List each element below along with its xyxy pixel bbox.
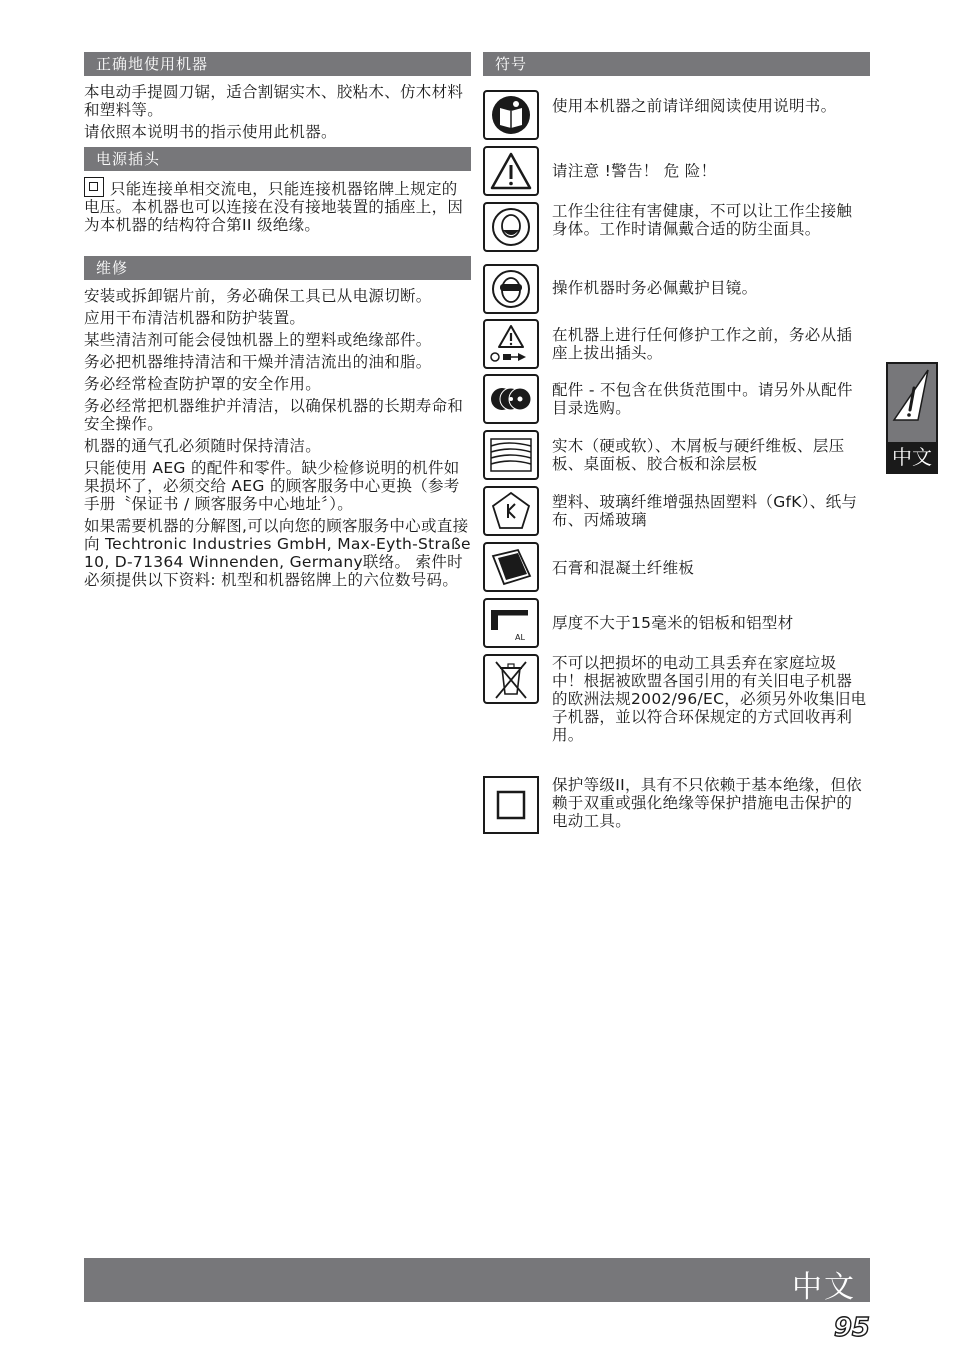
section-heading-maintenance: 维修 xyxy=(84,256,471,280)
symbol-text: 塑料、玻璃纤维增强热固塑料（GfK）、纸与布、丙烯玻璃 xyxy=(552,493,858,529)
symbol-text: 不可以把损坏的电动工具丢弃在家庭垃圾中！根据被欧盟各国引用的有关旧电子机器的欧洲法规2002/96/EC，必须另外收集旧电子机器，並以符合环保规定的方式回收再利用。 xyxy=(552,654,867,744)
footer-bar xyxy=(84,1258,870,1305)
unplug-warning-icon xyxy=(483,319,539,369)
language-side-tab xyxy=(886,362,938,474)
paragraph: 如果需要机器的分解图,可以向您的顾客服务中心或直接向 Techtronic Industries GmbH, Max-Eyth-Straße 10, D-71364 Winnenden, Germany联络。 索件时必须提供以下资料: 机型和机器铭牌上的六位数号码。 xyxy=(84,517,471,589)
aluminium-icon xyxy=(483,598,539,648)
left-column xyxy=(84,52,471,593)
paragraph: 某些清洁剂可能会侵蚀机器上的塑料或绝缘部件。 xyxy=(84,331,432,349)
dust-mask-icon xyxy=(483,202,539,252)
paragraph: 应用干布清洁机器和防护装置。 xyxy=(84,309,306,327)
class-ii-inline-icon xyxy=(84,177,104,197)
paragraph: 务必经常检查防护罩的安全作用。 xyxy=(84,375,322,393)
paragraph: 务必经常把机器维护并清洁，以确保机器的长期寿命和安全操作。 xyxy=(84,397,464,433)
paragraph: 务必把机器维持清洁和干燥并清洁流出的油和脂。 xyxy=(84,353,432,371)
section-heading-mains-connection: 电源插头 xyxy=(84,147,471,171)
symbol-text: 使用本机器之前请详细阅读使用说明书。 xyxy=(552,97,837,115)
symbol-text: 厚度不大于15毫米的铝板和铝型材 xyxy=(552,614,794,632)
right-column xyxy=(483,52,870,830)
symbol-text: 请注意 !警告！ 危 险！ xyxy=(552,162,717,180)
read-manual-icon xyxy=(483,90,539,140)
paragraph: 请依照本说明书的指示使用此机器。 xyxy=(84,123,337,141)
footer-language: 中文 xyxy=(792,1270,856,1305)
mains-paragraph xyxy=(84,177,471,234)
paragraph: 本电动手提圆刀锯，适合割锯实木、胶粘木、仿木材料和塑料等。 xyxy=(84,83,464,119)
paragraph: 只能使用 AEG 的配件和零件。缺少检修说明的机件如果损坏了，必须交给 AEG 的顾客服务中心更换（参考手册〝保证书 / 顾客服务中心地址〞）。 xyxy=(84,459,460,513)
weee-bin-icon xyxy=(483,654,539,704)
side-tab-label: 中文 xyxy=(888,442,936,472)
mains-text: 只能连接单相交流电，只能连接机器铭牌上规定的电压。本机器也可以连接在没有接地装置的插座上，因为本机器的结构符合第II 级绝缘。 xyxy=(84,180,464,234)
symbol-text: 操作机器时务必佩戴护目镜。 xyxy=(552,279,758,297)
plaster-board-icon xyxy=(483,542,539,592)
section-heading-intended-use: 正确地使用机器 xyxy=(84,52,471,76)
aluminium-label: AL xyxy=(515,633,525,642)
symbol-text: 在机器上进行任何修护工作之前，务必从插座上拔出插头。 xyxy=(552,326,853,362)
page-number: 95 xyxy=(833,1313,870,1343)
warning-triangle-icon xyxy=(483,146,539,196)
symbol-text: 石膏和混凝土纤维板 xyxy=(552,559,695,577)
paragraph: 机器的通气孔必须随时保持清洁。 xyxy=(84,437,322,455)
section-heading-symbols: 符号 xyxy=(483,52,870,76)
safety-goggles-icon xyxy=(483,264,539,314)
class-ii-icon xyxy=(483,776,539,834)
exclamation-icon xyxy=(888,364,936,442)
plastic-icon xyxy=(483,486,539,536)
symbol-text: 配件 - 不包含在供货范围中。请另外从配件目录选购。 xyxy=(552,381,853,417)
wood-icon xyxy=(483,430,539,480)
symbol-text: 工作尘往往有害健康，不可以让工作尘接触身体。工作时请佩戴合适的防尘面具。 xyxy=(552,202,853,238)
symbol-text: 实木（硬或软）、木屑板与硬纤维板、层压板、桌面板、胶合板和涂层板 xyxy=(552,437,845,473)
saw-blades-icon xyxy=(483,374,539,424)
paragraph: 安装或拆卸锯片前，务必确保工具已从电源切断。 xyxy=(84,287,432,305)
symbol-text: 保护等级II，具有不只依赖于基本绝缘，但依赖于双重或强化绝缘等保护措施电击保护的电动工具。 xyxy=(552,776,862,830)
